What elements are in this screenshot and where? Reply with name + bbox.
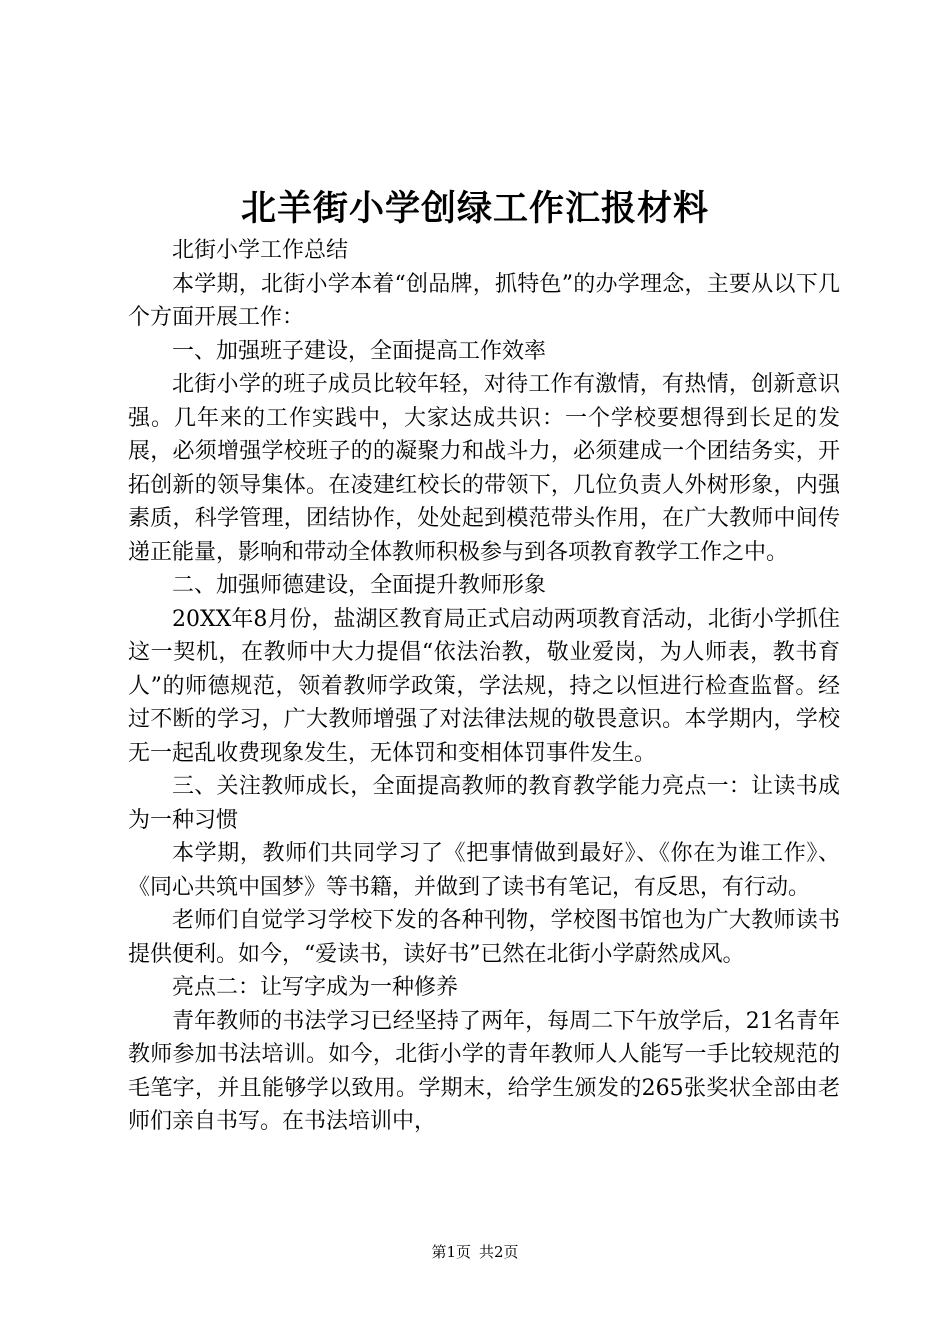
page-number: 第1页 [431,1243,471,1261]
document-body [128,234,840,1139]
section-heading-3: 三、关注教师成长，全面提高教师的教育教学能力亮点一：让读书成为一种习惯 [128,774,840,833]
paragraph-library: 老师们自觉学习学校下发的各种刊物，学校图书馆也为广大教师读书提供便利。如今，“爱读书，读好书”已然在北街小学蔚然成风。 [128,908,840,967]
paragraph-ethics: 20XX年8月份，盐湖区教育局正式启动两项教育活动，北街小学抓住这一契机，在教师中大力提倡“依法治教，敬业爱岗，为人师表，教书育人”的师德规范，领着教师学政策，学法规，持之以恒进行检查监督。经过不断的学习，广大教师增强了对法律法规的敬畏意识。本学期内，学校无一起乱收费现象发生，无体罚和变相体罚事件发生。 [128,606,840,766]
page-footer [0,1241,950,1263]
paragraph-calligraphy: 青年教师的书法学习已经坚持了两年，每周二下午放学后，21名青年教师参加书法培训。如今，北街小学的青年教师人人能写一手比较规范的毛笔字，并且能够学以致用。学期末，给学生颁发的265张奖状全部由老师们亲自书写。在书法培训中， [128,1008,840,1134]
page-total: 共2页 [479,1243,519,1261]
paragraph-summary-heading: 北街小学工作总结 [172,238,349,263]
paragraph-intro: 本学期，北街小学本着“创品牌，抓特色”的办学理念，主要从以下几个方面开展工作： [128,271,840,330]
paragraph-leadership: 北街小学的班子成员比较年轻，对待工作有激情，有热情，创新意识强。几年来的工作实践中，大家达成共识：一个学校要想得到长足的发展，必须增强学校班子的的凝聚力和战斗力，必须建成一个团结务实，开拓创新的领导集体。在凌建红校长的带领下，几位负责人外树形象，内强素质，科学管理，团结协作，处处起到模范带头作用，在广大教师中间传递正能量，影响和带动全体教师积极参与到各项教育教学工作之中。 [128,372,840,565]
highlight-heading-2: 亮点二：让写字成为一种修养 [172,975,459,1000]
section-heading-2: 二、加强师德建设，全面提升教师形象 [172,573,547,598]
paragraph-reading: 本学期，教师们共同学习了《把事情做到最好》、《你在为谁工作》、《同心共筑中国梦》等书籍，并做到了读书有笔记，有反思，有行动。 [128,841,840,900]
document-title: 北羊街小学创绿工作汇报材料 [240,188,709,229]
section-heading-1: 一、加强班子建设，全面提高工作效率 [172,338,547,364]
